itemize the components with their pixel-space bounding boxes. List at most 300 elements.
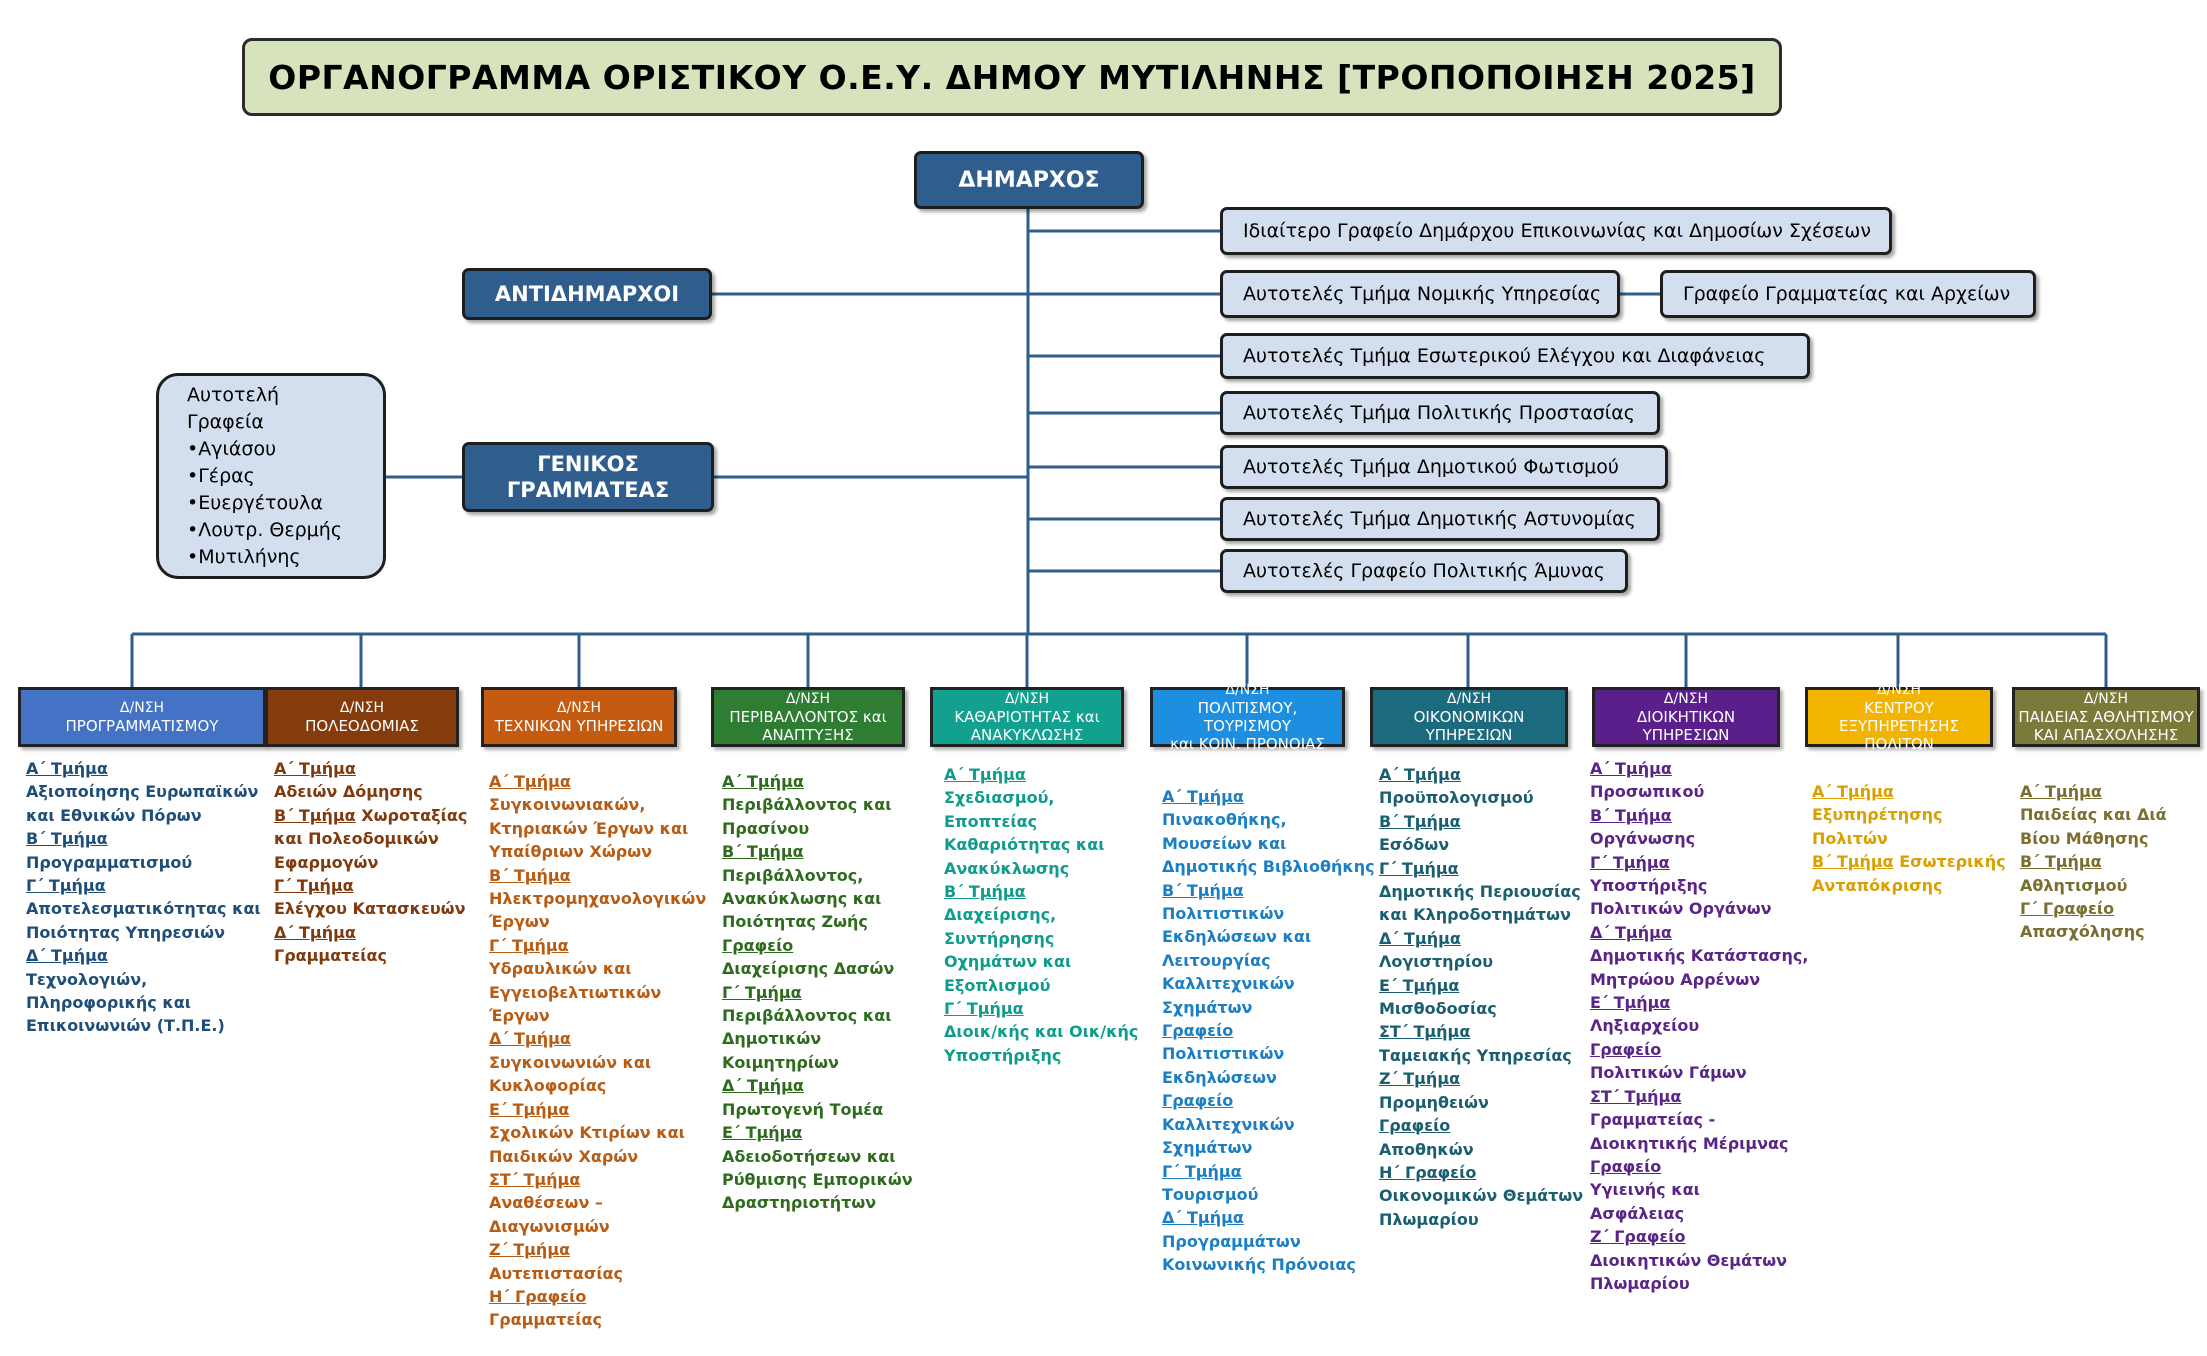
- line-text: Α΄ Τμήμα: [1812, 782, 1894, 801]
- office-item: •Λουτρ. Θερμής: [187, 518, 342, 541]
- line-text: Δημοτικής Κατάστασης,: [1590, 946, 1809, 966]
- section-heading: [1379, 810, 1583, 833]
- section-text: [1379, 1091, 1583, 1114]
- section-text: [26, 897, 261, 920]
- section-text: [722, 817, 913, 840]
- line-text: Γραμματείας -: [1590, 1110, 1716, 1130]
- line-text: Ποιότητας Υπηρεσιών: [26, 922, 225, 942]
- line-text: Αδειών Δόμησης: [274, 782, 423, 802]
- section-text: [1590, 1272, 1808, 1295]
- line-text: Πολιτιστικών: [1162, 1044, 1285, 1064]
- line-text: Προσωπικού: [1590, 782, 1705, 802]
- line-text: Δημοτικών: [722, 1029, 822, 1049]
- directorate-header-line: ΠΕΡΙΒΑΛΛΟΝΤΟΣ και: [729, 708, 887, 726]
- unit-label: Αυτοτελές Τμήμα Εσωτερικού Ελέγχου και Διαφάνειας: [1243, 345, 1766, 367]
- line-text: Προγραμμάτων: [1162, 1231, 1301, 1251]
- line-text: Παιδείας και Διά: [2020, 805, 2167, 825]
- legal-sub-unit-secretariat: [1660, 270, 2036, 318]
- section-heading: [1162, 879, 1375, 902]
- directorate-header-line: ΠΟΛΙΤΩΝ: [1864, 735, 1934, 753]
- directorate-header: [2012, 687, 2200, 747]
- line-text: Περιβάλλοντος και: [722, 795, 892, 815]
- line-text: Εκδηλώσεων και: [1162, 927, 1312, 947]
- directorate-header-line: Δ/ΝΣΗ: [1663, 691, 1709, 707]
- line-text: ΣΤ΄ Τμήμα: [1379, 1022, 1471, 1042]
- directorate-header-line: ΠΟΛΕΟΔΟΜΙΑΣ: [305, 717, 419, 735]
- section-heading: [2020, 897, 2167, 920]
- section-text: [26, 804, 261, 827]
- section-text: [1162, 1042, 1375, 1065]
- section-heading: [1590, 1038, 1808, 1061]
- mayor-unit-internal-audit: [1220, 333, 1810, 379]
- directorate-unit-list: [26, 757, 261, 1038]
- line-text: Αδειοδοτήσεων και: [722, 1146, 896, 1166]
- unit-label: Αυτοτελές Τμήμα Δημοτικού Φωτισμού: [1243, 456, 1619, 478]
- line-text: Δ΄ Τμήμα: [274, 922, 356, 942]
- line-text: Χωροταξίας: [355, 805, 468, 825]
- line-text: ΣΤ΄ Τμήμα: [489, 1169, 581, 1189]
- line-text: Κοιμητηρίων: [722, 1052, 839, 1072]
- line-text: Εκδηλώσεων: [1162, 1067, 1277, 1087]
- section-text: [489, 1145, 706, 1168]
- section-text: [26, 1014, 261, 1037]
- section-text: [274, 897, 467, 920]
- office-item: •Ευεργέτουλα: [187, 491, 323, 514]
- page-title: ΟΡΓΑΝΟΓΡΑΜΜΑ ΟΡΙΣΤΙΚΟΥ Ο.Ε.Υ. ΔΗΜΟΥ ΜΥΤΙΛΗΝΗΣ [ΤΡΟΠΟΠΟΙΗΣΗ 2025]: [242, 38, 1782, 116]
- section-heading: [1590, 1085, 1808, 1108]
- line-text: Β΄ Τμήμα: [489, 865, 571, 885]
- section-heading: [274, 757, 467, 780]
- section-text: [1379, 786, 1583, 809]
- line-text: Απασχόλησης: [2020, 922, 2145, 942]
- line-text: Πολιτικών Γάμων: [1590, 1063, 1747, 1083]
- section-text: [944, 786, 1138, 809]
- line-text: Διοικητικής Μέριμνας: [1590, 1133, 1789, 1153]
- line-text: Η΄ Γραφείο: [489, 1286, 587, 1306]
- section-text: [944, 903, 1138, 926]
- line-text: Ελέγχου Κατασκευών: [274, 899, 466, 919]
- section-heading: [26, 874, 261, 897]
- section-heading: [1162, 785, 1375, 808]
- section-text: [1590, 780, 1808, 803]
- section-text: [1590, 827, 1808, 850]
- line-text: Α΄ Τμήμα: [1379, 765, 1461, 784]
- directorate-unit-list: [1590, 757, 1808, 1295]
- directorate-header-line: ΚΑΘΑΡΙΟΤΗΤΑΣ και: [954, 708, 1100, 726]
- mayor-unit-civil-defence: [1220, 549, 1628, 593]
- mayor-unit-lighting: [1220, 445, 1668, 489]
- line-text: Οχημάτων και: [944, 952, 1072, 972]
- section-text: [274, 944, 467, 967]
- directorate-header-line: ΑΝΑΠΤΥΞΗΣ: [762, 726, 854, 744]
- section-heading: [489, 770, 706, 793]
- line-text: Υποστήριξης: [1590, 876, 1708, 896]
- section-text: [1379, 950, 1583, 973]
- section-heading: [2020, 850, 2167, 873]
- section-text: [489, 957, 706, 980]
- section-text: [2020, 803, 2167, 826]
- directorate-header-line: ΠΟΛΙΤΙΣΜΟΥ, ΤΟΥΡΙΣΜΟΥ: [1197, 699, 1298, 735]
- directorate-header-line: ΑΝΑΚΥΚΛΩΣΗΣ: [970, 726, 1084, 744]
- section-heading: [26, 827, 261, 850]
- line-text: Υδραυλικών και: [489, 959, 632, 979]
- line-text: Ε΄ Τμήμα: [489, 1099, 570, 1119]
- section-heading: [944, 997, 1138, 1020]
- line-text: Ποιότητας Ζωής: [722, 912, 868, 932]
- section-text: [722, 957, 913, 980]
- line-text: Μισθοδοσίας: [1379, 999, 1497, 1019]
- line-text: Υπαίθριων Χώρων: [489, 842, 653, 862]
- directorate-header-line: ΠΑΙΔΕΙΑΣ ΑΘΛΗΤΙΣΜΟΥ: [2018, 708, 2194, 726]
- line-text: Αυτεπιστασίας: [489, 1263, 624, 1283]
- section-heading: [1162, 1206, 1375, 1229]
- mayor-unit-legal: [1220, 270, 1620, 318]
- section-heading: [1379, 1161, 1583, 1184]
- section-text: [274, 851, 467, 874]
- unit-label: Γραφείο Γραμματείας και Αρχείων: [1683, 283, 2011, 305]
- line-text: Έργων: [489, 1006, 550, 1026]
- directorate-header-line: ΚΕΝΤΡΟΥ ΕΞΥΠΗΡΕΤΗΣΗΣ: [1839, 699, 1959, 735]
- section-heading: [1162, 1089, 1375, 1112]
- unit-label: Ιδιαίτερο Γραφείο Δημάρχου Επικοινωνίας και Δημοσίων Σχέσεων: [1243, 220, 1871, 242]
- section-text: [489, 1262, 706, 1285]
- section-text: [1590, 1108, 1808, 1131]
- section-text: [26, 851, 261, 874]
- directorate-header: [265, 687, 459, 747]
- section-text: [1379, 1044, 1583, 1067]
- section-text: [1590, 1202, 1808, 1225]
- line-text: Αποθηκών: [1379, 1139, 1474, 1159]
- section-text: [1162, 972, 1375, 995]
- section-heading: [1379, 763, 1583, 786]
- section-text: [944, 974, 1138, 997]
- section-heading: [489, 1098, 706, 1121]
- section-text: [722, 887, 913, 910]
- line-text: Σχεδιασμού,: [944, 788, 1055, 808]
- directorate-header-line: ΠΡΟΓΡΑΜΜΑΤΙΣΜΟΥ: [65, 717, 219, 735]
- section-heading: [1590, 991, 1808, 1014]
- line-text: Διοικ/κής και Οικ/κής: [944, 1022, 1139, 1042]
- section-text: [1162, 1066, 1375, 1089]
- line-text: Γ΄ Τμήμα: [1590, 852, 1670, 872]
- line-text: Δημοτικής Περιουσίας: [1379, 882, 1581, 902]
- section-heading: [274, 804, 467, 827]
- directorate-header-line: ΟΙΚΟΝΟΜΙΚΩΝ ΥΠΗΡΕΣΙΩΝ: [1413, 708, 1525, 744]
- line-text: Δ΄ Τμήμα: [489, 1029, 571, 1049]
- line-text: Καλλιτεχνικών: [1162, 1114, 1295, 1134]
- line-text: Τουρισμού: [1162, 1184, 1259, 1204]
- directorate-unit-list: [274, 757, 467, 968]
- line-text: Ζ΄ Τμήμα: [489, 1240, 571, 1260]
- section-text: [1379, 1138, 1583, 1161]
- section-text: [489, 817, 706, 840]
- directorate-unit-list: [944, 763, 1138, 1067]
- office-item: •Γέρας: [187, 464, 255, 487]
- section-text: [722, 910, 913, 933]
- section-heading: [1379, 1114, 1583, 1137]
- section-heading: [489, 1168, 706, 1191]
- line-text: Γραφείο: [1590, 1039, 1662, 1059]
- line-text: Δ΄ Τμήμα: [1379, 928, 1461, 948]
- section-text: [2020, 827, 2167, 850]
- section-text: [489, 793, 706, 816]
- line-text: Περιβάλλοντος,: [722, 865, 864, 885]
- line-text: Υγιεινής και: [1590, 1180, 1700, 1200]
- line-text: Γ΄ Τμήμα: [489, 935, 569, 955]
- line-text: Διοικητικών Θεμάτων: [1590, 1250, 1788, 1270]
- section-heading: [274, 874, 467, 897]
- section-heading: [1162, 1019, 1375, 1042]
- section-heading: [1590, 757, 1808, 780]
- office-item: •Μυτιλήνης: [187, 545, 301, 568]
- section-text: [1379, 1184, 1583, 1207]
- line-text: Πολιτιστικών: [1162, 904, 1285, 924]
- line-text: Ε΄ Τμήμα: [1379, 975, 1460, 995]
- autonomous-offices-box: [156, 373, 386, 579]
- line-text: Αποτελεσματικότητας και: [26, 899, 261, 919]
- line-text: ΣΤ΄ Τμήμα: [1590, 1086, 1682, 1106]
- line-text: Γραμματείας: [489, 1310, 603, 1330]
- line-text: Ε΄ Τμήμα: [722, 1123, 803, 1143]
- section-text: [1162, 1136, 1375, 1159]
- section-text: [1379, 1208, 1583, 1231]
- line-text: Αναθέσεων –: [489, 1193, 603, 1213]
- line-text: Παιδικών Χαρών: [489, 1146, 639, 1166]
- line-text: Καθαριότητας και: [944, 835, 1105, 855]
- section-text: [722, 1191, 913, 1214]
- line-text: Ζ΄ Τμήμα: [1379, 1069, 1461, 1089]
- line-text: Σχημάτων: [1162, 1138, 1253, 1158]
- section-text: [1162, 832, 1375, 855]
- line-text: Γ΄ Γραφείο: [2020, 899, 2115, 919]
- section-heading: [944, 880, 1138, 903]
- directorate-unit-list: [1812, 780, 2006, 897]
- directorate-header: [1150, 682, 1345, 753]
- section-text: [1590, 874, 1808, 897]
- line-text: Ληξιαρχείου: [1590, 1016, 1700, 1036]
- line-text: Δημοτικής Βιβλιοθήκης: [1162, 857, 1375, 877]
- line-text: Β΄ Τμήμα: [274, 805, 356, 825]
- section-text: [489, 1051, 706, 1074]
- offices-line: Αυτοτελή: [187, 383, 280, 406]
- section-text: [1379, 903, 1583, 926]
- line-text: Εγγειοβελτιωτικών: [489, 982, 662, 1002]
- section-text: [1590, 897, 1808, 920]
- line-text: Β΄ Τμήμα: [1379, 811, 1461, 831]
- line-text: Α΄ Τμήμα: [489, 772, 571, 791]
- directorate-header-line: Δ/ΝΣΗ: [556, 700, 602, 716]
- line-text: Γραμματείας: [274, 946, 388, 966]
- section-text: [1590, 1249, 1808, 1272]
- directorate-header-line: Δ/ΝΣΗ: [339, 700, 385, 716]
- line-text: Πολιτών: [1812, 828, 1888, 848]
- line-text: Δ΄ Τμήμα: [722, 1076, 804, 1096]
- line-text: Πληροφορικής και: [26, 993, 191, 1013]
- line-text: Δ΄ Τμήμα: [26, 946, 108, 966]
- line-text: Συγκοινωνιών και: [489, 1052, 652, 1072]
- directorate-header-line: Δ/ΝΣΗ: [119, 700, 165, 716]
- section-text: [1162, 925, 1375, 948]
- line-text: Κτηριακών Έργων και: [489, 818, 689, 838]
- section-text: [489, 1074, 706, 1097]
- line-text: Εποπτείας: [944, 811, 1038, 831]
- mayor-unit-civil-protection: [1220, 391, 1660, 435]
- line-text: Διαχείρισης Δασών: [722, 959, 895, 979]
- section-text: [489, 981, 706, 1004]
- section-text: [1590, 1014, 1808, 1037]
- line-text: Α΄ Τμήμα: [944, 765, 1026, 784]
- section-text: [1162, 1230, 1375, 1253]
- section-text: [1379, 880, 1583, 903]
- line-text: Β΄ Τμήμα: [722, 842, 804, 862]
- section-text: [722, 1098, 913, 1121]
- section-text: [1590, 968, 1808, 991]
- line-text: Δραστηριοτήτων: [722, 1193, 877, 1213]
- line-text: Ανακύκλωσης: [944, 858, 1070, 878]
- secretary-general-line-1: ΓΕΝΙΚΟΣ: [537, 452, 639, 476]
- section-text: [1162, 1183, 1375, 1206]
- line-text: Δ΄ Τμήμα: [1162, 1208, 1244, 1228]
- section-heading: [274, 921, 467, 944]
- line-text: Συγκοινωνιακών,: [489, 795, 646, 815]
- line-text: Πλωμαρίου: [1590, 1273, 1690, 1293]
- line-text: και Κληροδοτημάτων: [1379, 905, 1571, 925]
- directorate-header-line: ΚΑΙ ΑΠΑΣΧΟΛΗΣΗΣ: [2033, 726, 2179, 744]
- section-text: [1162, 1113, 1375, 1136]
- section-text: [722, 1004, 913, 1027]
- line-text: Ε΄ Τμήμα: [1590, 993, 1671, 1013]
- line-text: Γραφείο: [1590, 1156, 1662, 1176]
- section-heading: [1379, 974, 1583, 997]
- line-text: Διαχείρισης,: [944, 905, 1057, 925]
- line-text: Λογιστηρίου: [1379, 952, 1494, 972]
- section-heading: [1379, 1020, 1583, 1043]
- line-text: Πρασίνου: [722, 818, 810, 838]
- section-heading: [722, 1074, 913, 1097]
- section-heading: [1812, 850, 2006, 873]
- line-text: Πρωτογενή Τομέα: [722, 1099, 884, 1119]
- section-text: [722, 1145, 913, 1168]
- line-text: Πλωμαρίου: [1379, 1209, 1479, 1229]
- mayor-box: [914, 151, 1144, 209]
- section-heading: [489, 1285, 706, 1308]
- section-text: [26, 780, 261, 803]
- section-text: [944, 833, 1138, 856]
- unit-label: Αυτοτελές Τμήμα Δημοτικής Αστυνομίας: [1243, 508, 1636, 530]
- line-text: Ταμειακής Υπηρεσίας: [1379, 1045, 1572, 1065]
- section-text: [1812, 874, 2006, 897]
- line-text: Α΄ Τμήμα: [26, 759, 108, 778]
- line-text: Πολιτικών Οργάνων: [1590, 899, 1772, 919]
- line-text: Γραφείο: [1379, 1116, 1451, 1136]
- line-text: Ρύθμισης Εμπορικών: [722, 1169, 913, 1189]
- directorate-header: [1370, 687, 1568, 747]
- section-text: [274, 780, 467, 803]
- directorate-header-line: Δ/ΝΣΗ: [1225, 682, 1270, 698]
- line-text: Β΄ Τμήμα: [1590, 805, 1672, 825]
- line-text: Μουσείων και: [1162, 833, 1287, 853]
- section-text: [26, 991, 261, 1014]
- line-text: Αξιοποίησης Ευρωπαϊκών: [26, 782, 259, 802]
- section-text: [1162, 855, 1375, 878]
- section-text: [489, 910, 706, 933]
- section-text: [1162, 949, 1375, 972]
- section-text: [722, 1027, 913, 1050]
- section-heading: [1379, 1067, 1583, 1090]
- directorate-unit-list: [489, 770, 706, 1332]
- line-text: Αθλητισμού: [2020, 875, 2128, 895]
- section-text: [1812, 803, 2006, 826]
- section-text: [944, 950, 1138, 973]
- line-text: Α΄ Τμήμα: [1162, 787, 1244, 806]
- directorate-header: [18, 687, 266, 747]
- unit-label: Αυτοτελές Τμήμα Πολιτικής Προστασίας: [1243, 402, 1635, 424]
- line-text: Βίου Μάθησης: [2020, 828, 2149, 848]
- directorate-unit-list: [722, 770, 913, 1215]
- section-heading: [722, 1121, 913, 1144]
- line-text: Σχολικών Κτιρίων και: [489, 1123, 685, 1143]
- deputy-mayors-box: [462, 268, 712, 320]
- line-text: Γ΄ Τμήμα: [1162, 1161, 1242, 1181]
- section-text: [944, 927, 1138, 950]
- section-heading: [26, 944, 261, 967]
- section-heading: [1812, 780, 2006, 803]
- directorate-header: [1592, 687, 1780, 747]
- line-text: Γ΄ Τμήμα: [1379, 858, 1459, 878]
- section-text: [944, 1020, 1138, 1043]
- section-heading: [1162, 1160, 1375, 1183]
- line-text: Μητρώου Αρρένων: [1590, 969, 1761, 989]
- section-text: [944, 857, 1138, 880]
- section-text: [1379, 997, 1583, 1020]
- line-text: Ζ΄ Γραφείο: [1590, 1227, 1686, 1247]
- directorate-header-line: ΔΙΟΙΚΗΤΙΚΩΝ ΥΠΗΡΕΣΙΩΝ: [1636, 708, 1736, 744]
- section-heading: [722, 981, 913, 1004]
- secretary-general-line-2: ΓΡΑΜΜΑΤΕΑΣ: [506, 478, 670, 502]
- line-text: Λειτουργίας: [1162, 950, 1271, 970]
- directorate-header: [1805, 682, 1993, 753]
- directorate-header-line: Δ/ΝΣΗ: [1004, 691, 1050, 707]
- section-heading: [722, 770, 913, 793]
- section-text: [722, 1168, 913, 1191]
- line-text: Κοινωνικής Πρόνοιας: [1162, 1255, 1356, 1275]
- directorate-header: [711, 687, 905, 747]
- section-text: [489, 887, 706, 910]
- unit-label: Αυτοτελές Γραφείο Πολιτικής Άμυνας: [1243, 560, 1605, 582]
- section-heading: [944, 763, 1138, 786]
- line-text: Α΄ Τμήμα: [722, 772, 804, 791]
- directorate-header-line: Δ/ΝΣΗ: [2083, 691, 2129, 707]
- section-heading: [722, 934, 913, 957]
- line-text: Γ΄ Τμήμα: [944, 999, 1024, 1019]
- directorate-header-line: και ΚΟΙΝ. ΠΡΟΝΟΙΑΣ: [1170, 735, 1325, 753]
- line-text: Κυκλοφορίας: [489, 1076, 607, 1096]
- line-text: Εσόδων: [1379, 835, 1450, 855]
- section-text: [489, 1308, 706, 1331]
- line-text: Β΄ Τμήμα: [1162, 880, 1244, 900]
- section-text: [1162, 902, 1375, 925]
- section-text: [722, 864, 913, 887]
- section-text: [489, 1191, 706, 1214]
- section-heading: [1590, 804, 1808, 827]
- line-text: Πινακοθήκης,: [1162, 810, 1287, 830]
- line-text: Σχημάτων: [1162, 997, 1253, 1017]
- section-heading: [489, 934, 706, 957]
- line-text: Β΄ Τμήμα: [2020, 852, 2102, 872]
- line-text: Β΄ Τμήμα: [944, 882, 1026, 902]
- section-text: [26, 921, 261, 944]
- line-text: Υποστήριξης: [944, 1045, 1062, 1065]
